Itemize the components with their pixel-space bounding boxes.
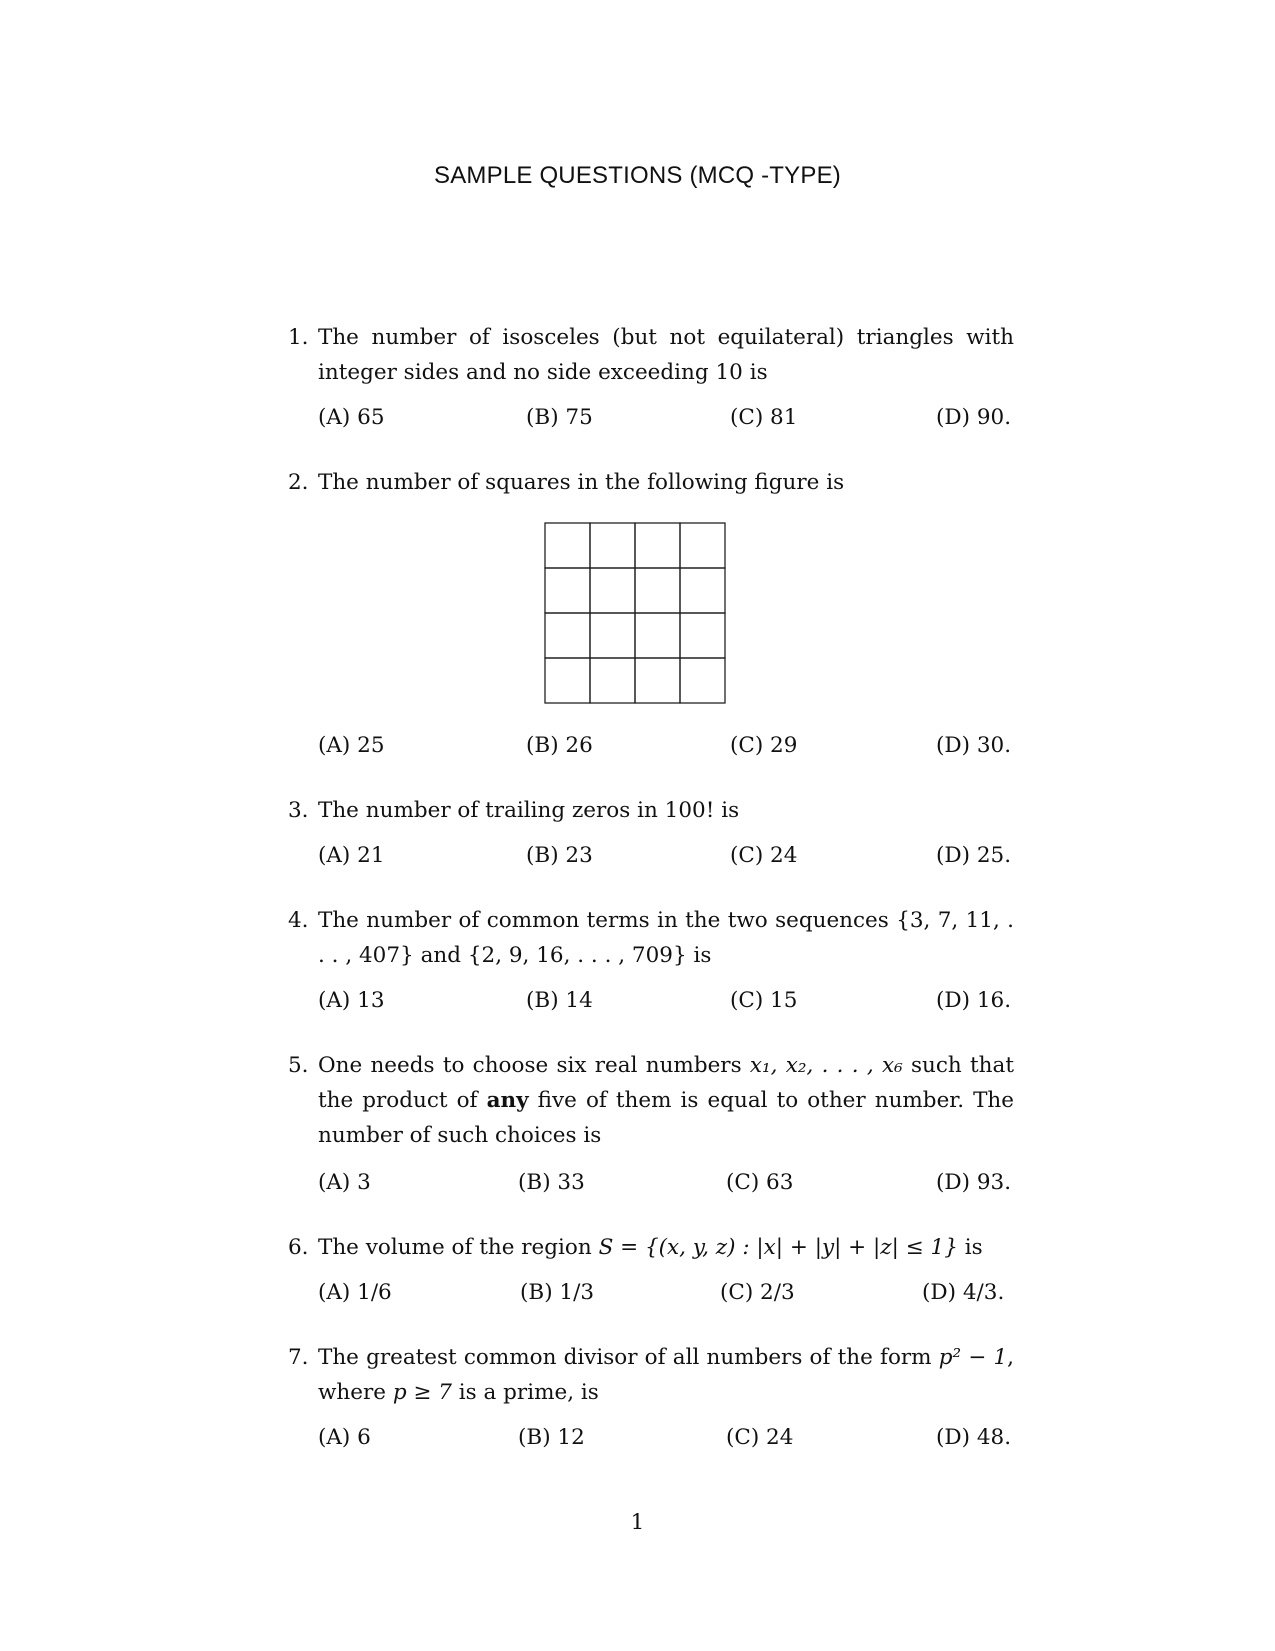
option-b[interactable]: (B) 75 bbox=[526, 405, 593, 430]
question-2 bbox=[288, 465, 1014, 500]
question-number: 3. bbox=[288, 798, 309, 823]
grid-cell bbox=[635, 568, 680, 613]
option-c[interactable]: (C) 24 bbox=[726, 1425, 794, 1450]
option-a[interactable]: (A) 21 bbox=[318, 843, 385, 868]
question-text: One needs to choose six real numbers x₁, x₂, . . . , x₆ such that the product of any five of them is equal to other number. The number of such choices is bbox=[318, 1053, 1015, 1148]
option-d[interactable]: (D) 30. bbox=[936, 733, 1012, 758]
question-1 bbox=[288, 320, 1014, 390]
question-text: The volume of the region S = {(x, y, z) : |x| + |y| + |z| ≤ 1} is bbox=[318, 1235, 983, 1260]
question-text: The number of isosceles (but not equilateral) triangles with integer sides and no side exceeding 10 is bbox=[318, 325, 1014, 385]
option-c[interactable]: (C) 24 bbox=[730, 843, 798, 868]
option-c[interactable]: (C) 15 bbox=[730, 988, 798, 1013]
square-grid-figure bbox=[544, 522, 726, 704]
grid-cell bbox=[545, 523, 590, 568]
question-5 bbox=[288, 1048, 1014, 1153]
option-d[interactable]: (D) 90. bbox=[936, 405, 1012, 430]
question-number: 7. bbox=[288, 1345, 309, 1370]
grid-cell bbox=[590, 523, 635, 568]
grid-cell bbox=[590, 658, 635, 703]
question-text: The number of trailing zeros in 100! is bbox=[318, 798, 740, 823]
option-a[interactable]: (A) 1/6 bbox=[318, 1280, 392, 1305]
question-3 bbox=[288, 793, 1014, 828]
option-c[interactable]: (C) 29 bbox=[730, 733, 798, 758]
grid-cell bbox=[545, 568, 590, 613]
option-d[interactable]: (D) 93. bbox=[936, 1170, 1012, 1195]
option-a[interactable]: (A) 6 bbox=[318, 1425, 371, 1450]
option-c[interactable]: (C) 63 bbox=[726, 1170, 794, 1195]
grid-cell bbox=[680, 613, 725, 658]
grid-cell bbox=[545, 613, 590, 658]
option-b[interactable]: (B) 33 bbox=[518, 1170, 585, 1195]
option-c[interactable]: (C) 81 bbox=[730, 405, 798, 430]
question-number: 6. bbox=[288, 1235, 309, 1260]
grid-cell bbox=[545, 658, 590, 703]
option-a[interactable]: (A) 65 bbox=[318, 405, 385, 430]
option-b[interactable]: (B) 12 bbox=[518, 1425, 585, 1450]
question-number: 4. bbox=[288, 908, 309, 933]
option-a[interactable]: (A) 25 bbox=[318, 733, 385, 758]
question-text: The number of common terms in the two sequences {3, 7, 11, . . . , 407} and {2, 9, 16, . . . , 709} is bbox=[318, 908, 1015, 968]
question-number: 1. bbox=[288, 325, 309, 350]
option-d[interactable]: (D) 25. bbox=[936, 843, 1012, 868]
page-title: SAMPLE QUESTIONS (MCQ -TYPE) bbox=[434, 162, 841, 189]
option-a[interactable]: (A) 13 bbox=[318, 988, 385, 1013]
option-a[interactable]: (A) 3 bbox=[318, 1170, 371, 1195]
option-b[interactable]: (B) 26 bbox=[526, 733, 593, 758]
question-number: 2. bbox=[288, 470, 309, 495]
grid-cell bbox=[590, 613, 635, 658]
option-c[interactable]: (C) 2/3 bbox=[720, 1280, 795, 1305]
grid-cell bbox=[680, 523, 725, 568]
option-b[interactable]: (B) 23 bbox=[526, 843, 593, 868]
option-d[interactable]: (D) 16. bbox=[936, 988, 1012, 1013]
grid-cell bbox=[680, 658, 725, 703]
grid-cell bbox=[680, 568, 725, 613]
question-7 bbox=[288, 1340, 1014, 1410]
question-text: The number of squares in the following figure is bbox=[318, 470, 845, 495]
option-b[interactable]: (B) 1/3 bbox=[520, 1280, 595, 1305]
grid-cell bbox=[635, 658, 680, 703]
option-b[interactable]: (B) 14 bbox=[526, 988, 593, 1013]
question-number: 5. bbox=[288, 1053, 309, 1078]
grid-cell bbox=[635, 613, 680, 658]
grid-cell bbox=[635, 523, 680, 568]
question-6 bbox=[288, 1230, 1014, 1265]
option-d[interactable]: (D) 48. bbox=[936, 1425, 1012, 1450]
page-number: 1 bbox=[630, 1510, 645, 1535]
grid-cell bbox=[590, 568, 635, 613]
question-4 bbox=[288, 903, 1014, 973]
option-d[interactable]: (D) 4/3. bbox=[922, 1280, 1005, 1305]
question-text: The greatest common divisor of all numbers of the form p² − 1, where p ≥ 7 is a prime, is bbox=[318, 1345, 1014, 1405]
